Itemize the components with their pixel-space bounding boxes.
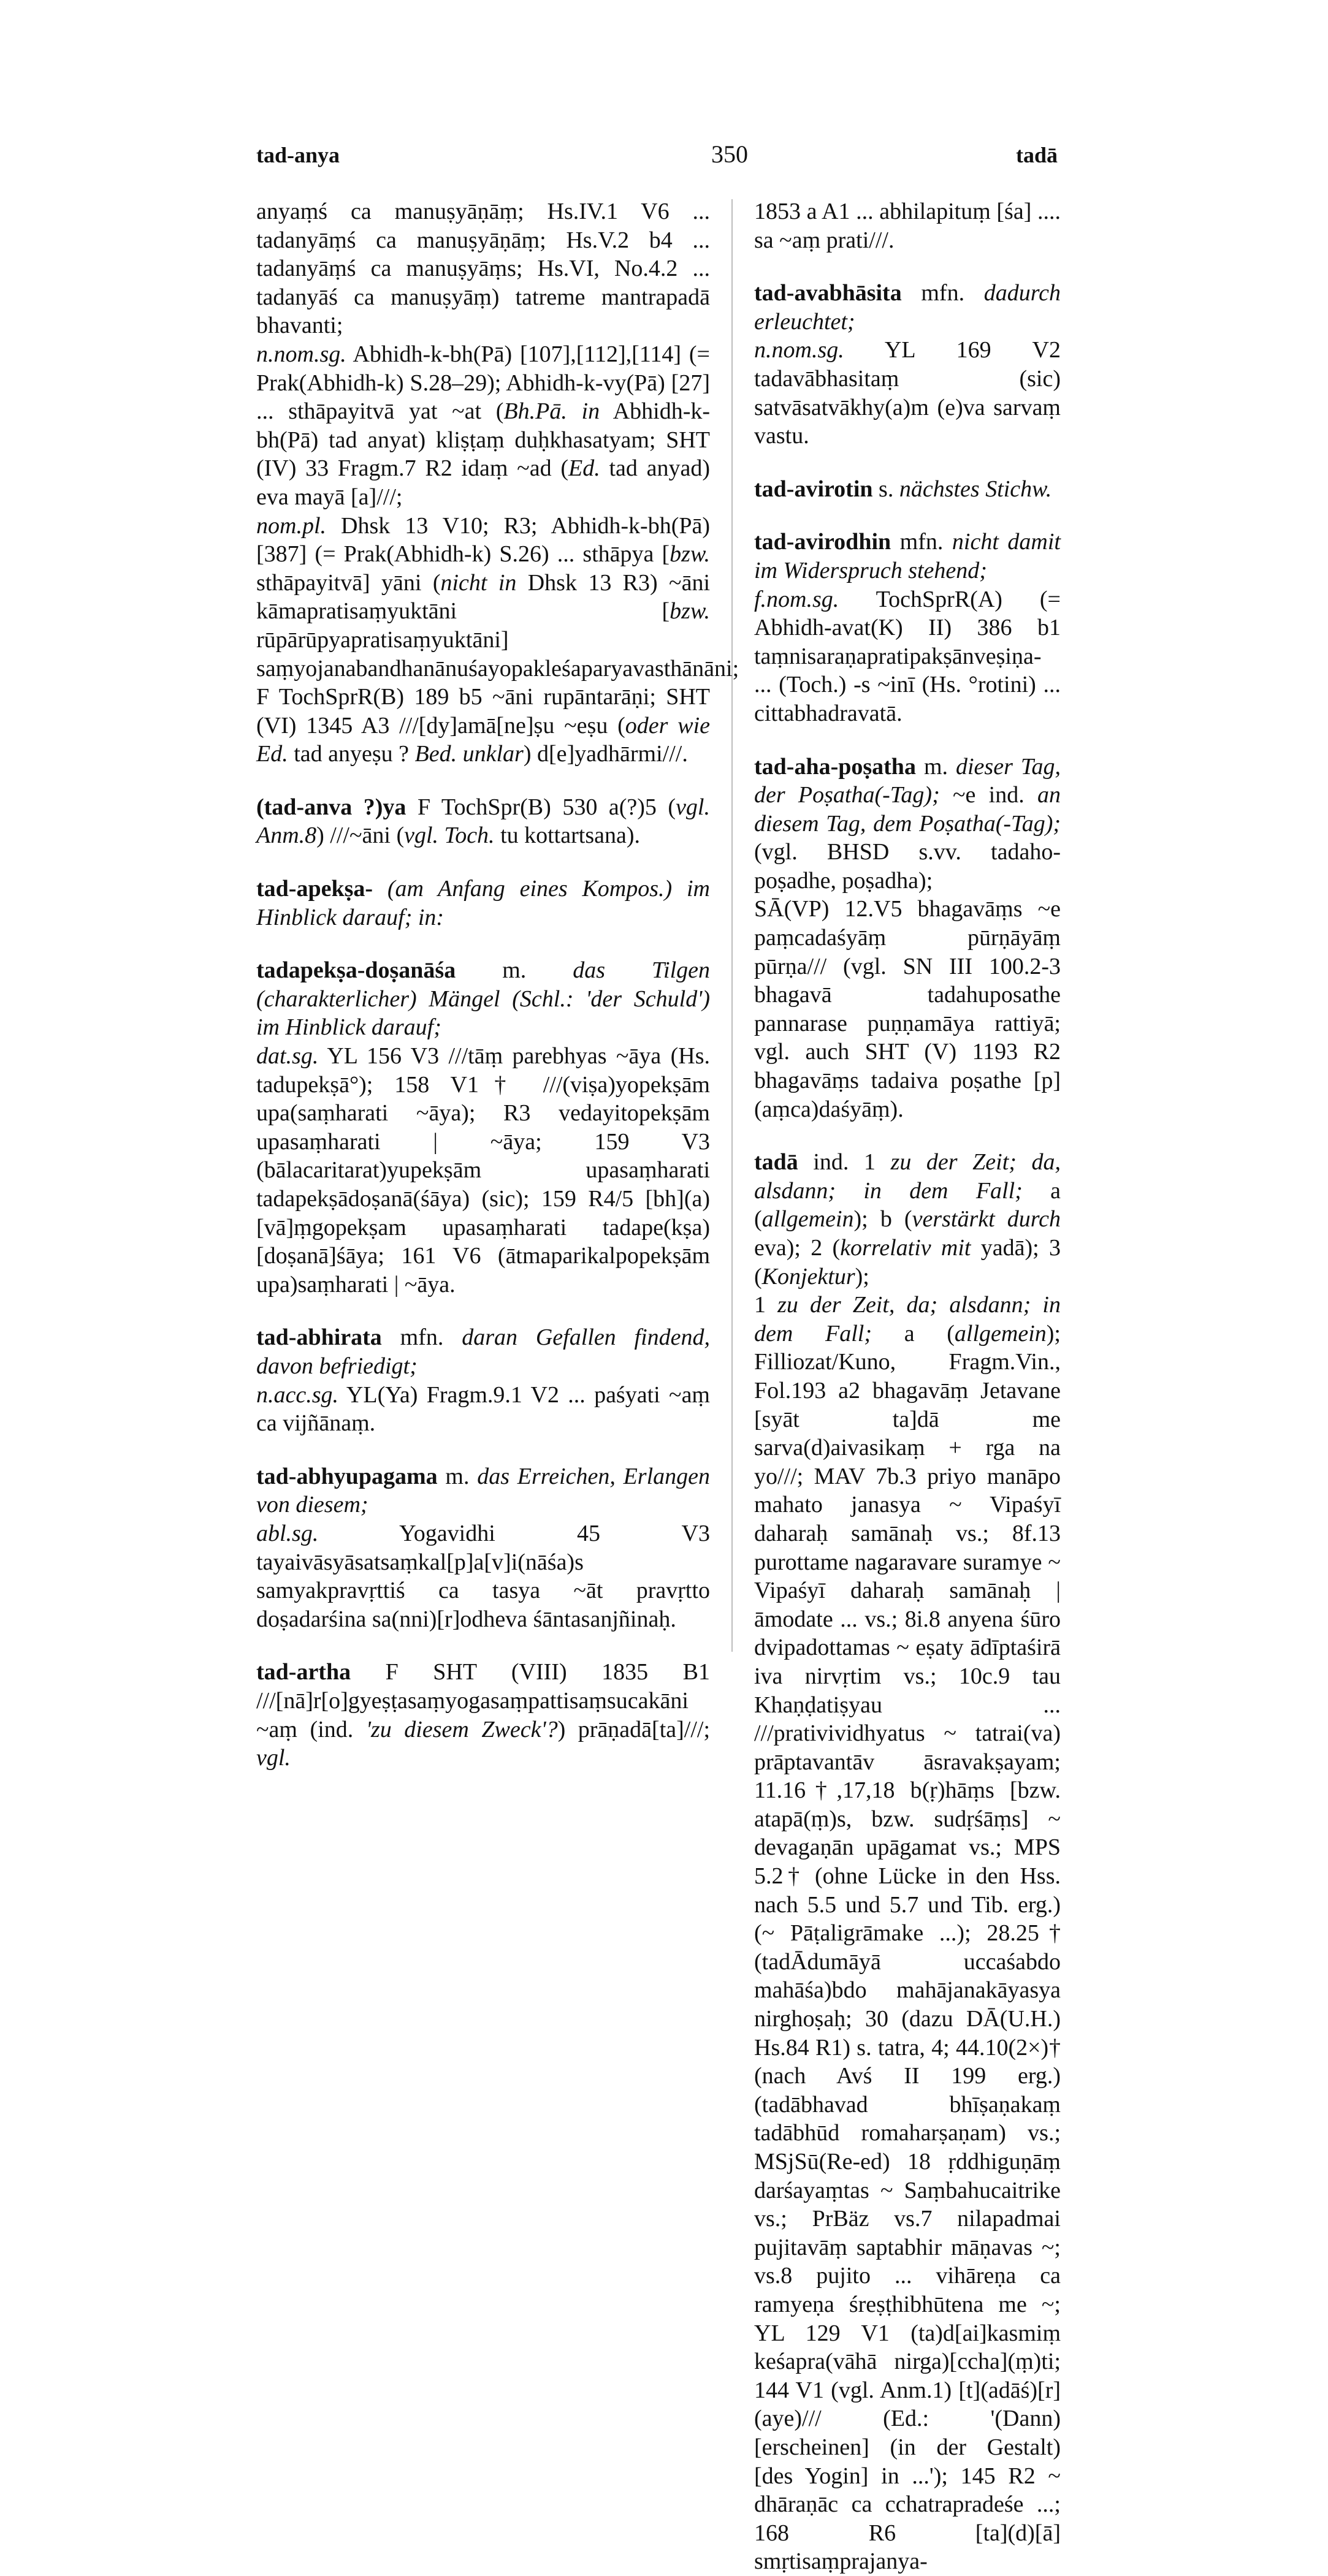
citation-text: Yogavidhi 45 V3 tayaivāsyāsatsaṃkal[p]a[v]i(nāśa)s samyakpravṛttiś ca tasya ~āt pravṛtto doṣadarśina sa(nni)[r]odheva śāntasanjñinaḥ.: [256, 1520, 710, 1632]
sense-dat-sg: [256, 1042, 710, 1299]
citation-text: (vgl. BHSD s.vv. tadaho-poṣadhe, poṣadha);: [754, 839, 1061, 894]
citation-text: rūpārūpyapratisaṃyuktāni] saṃyojanabandhanānuśayopakleśaparyavasthānāni;: [256, 626, 739, 682]
right-column: [754, 197, 1061, 2576]
sense-n-nom-sg: [754, 336, 1061, 450]
citation-text: YL 169 V2 tadavābhasitaṃ (sic) satvāsatvākhy(a)m (e)va sarvaṃ vastu.: [754, 337, 1061, 449]
citation-italic: allgemein: [954, 1320, 1047, 1347]
entry-tad-abhyupagama: [256, 1462, 710, 1519]
headword: tad-abhyupagama: [256, 1463, 438, 1489]
sense-nom-pl: [256, 512, 739, 683]
grammar-label: f.nom.sg.: [754, 586, 839, 612]
sense-number: 1: [754, 1292, 778, 1318]
entry-tad-abhirata: [256, 1323, 710, 1380]
running-head-left: tad-anya: [256, 143, 340, 167]
entry-tad-avirodhin: [754, 528, 1061, 585]
citation-text: ~e ind.: [939, 782, 1037, 808]
citation-text: );: [855, 1263, 869, 1290]
headword: tad-avirodhin: [754, 529, 891, 555]
entry-tad-avabhasita: [754, 279, 1061, 336]
definition: nächstes Stichw.: [899, 476, 1052, 502]
definition: zu der Zeit, da; alsdann; in dem Fall;: [754, 1292, 1061, 1347]
citation-italic: Bed. unklar: [414, 741, 524, 767]
definition: nicht damit im Widerspruch stehend;: [754, 529, 1061, 583]
headword: tadapekṣa-doṣanāśa: [256, 957, 456, 984]
grammar-label: dat.sg.: [256, 1043, 319, 1070]
citation-text: F TochSpr(B) 530 a(?)5 (: [406, 794, 676, 820]
citation-italic: allgemein: [761, 1206, 854, 1233]
citation-text: TochSprR(A) (= Abhidh-avat(K) II) 386 b1 taṃnisaraṇapratipakṣānveṣiṇa- ... (Toch.) -s ~inī (Hs. °rotini) ... cittabhadravatā.: [754, 586, 1061, 726]
gender: m.: [456, 957, 573, 984]
citation-text: YL 156 V3 ///tāṃ parebhyas ~āya (Hs. tadupekṣā°); 158 V1† ///(viṣa)yopekṣām upa(saṃharati ~āya); R3 vedayitopekṣām upasaṃharati | ~āya; 159 V3 (bālacaritarat)yupekṣām upasaṃharati tadapekṣādoṣanā(śāya) (sic); 159 R4/5 [bh](a)[vā]ṃgopekṣam upasaṃharati tadape(kṣa)[doṣanā]śāya; 161 V6 (ātmaparikalpopekṣām upa)saṃharati | ~āya.: [256, 1043, 710, 1297]
definition: das Erreichen, Erlangen von diesem;: [256, 1463, 711, 1518]
sense-fragments: [256, 683, 710, 769]
citation-text: sthāpayitvā] yāni (: [256, 569, 441, 596]
citation-text: ); b (: [853, 1206, 912, 1233]
grammar-label: n.acc.sg.: [256, 1381, 339, 1408]
page-number: 350: [711, 140, 748, 168]
gender: ind. 1: [798, 1149, 891, 1176]
definition: zu der Zeit; da, alsdann; in dem Fall;: [754, 1149, 1061, 1204]
citation-italic: 'zu diesem Zweck'?: [365, 1716, 558, 1742]
definition: dieser Tag, der Poṣatha(-Tag);: [754, 753, 1061, 808]
citation-text: ) ///~āni (: [316, 823, 405, 849]
entry-tadapeksa-dosanasa: [256, 956, 710, 1042]
headword: (tad-anva ?)ya: [256, 794, 406, 820]
continuation-paragraph: 1853 a A1 ... abhilapituṃ [śa] .... sa ~aṃ prati///.: [754, 199, 1061, 253]
citation-text: tad anyeṣu ?: [288, 741, 415, 767]
citation-text: Dhsk 13 V10; R3; Abhidh-k-bh(Pā) [387] (= Prak(Abhidh-k) S.26) ... sthāpya [: [256, 512, 710, 568]
citation-italic: vgl. Toch.: [404, 823, 495, 849]
gender: m.: [437, 1463, 478, 1489]
gender: mfn.: [901, 280, 984, 306]
citation-italic: bzw.: [670, 598, 710, 625]
headword: tad-aha-poṣatha: [754, 753, 916, 780]
entry-tad-aha-posatha: [754, 753, 1061, 895]
headword: tad-artha: [256, 1659, 351, 1685]
citation-text: F SHT (VIII) 1835 B1 ///[nā]r[o]gyeṣṭasaṃyogasaṃpattisaṃsucakāni ~aṃ (ind.: [256, 1659, 710, 1742]
citation-text: YL(Ya) Fragm.9.1 V2 ... paśyati ~aṃ ca vijñānaṃ.: [256, 1381, 710, 1437]
citation-italic: Bh.Pā. in: [503, 398, 600, 425]
cross-ref: s.: [872, 476, 899, 502]
definition: daran Gefallen findend, davon befriedigt;: [256, 1324, 710, 1379]
citation-text: Abhidh-k-bh(Pā) [107],[112],[114] (= Prak(Abhidh-k) S.28–29); Abhidh-k-vy(Pā) [27] ... sthāpayitvā yat ~at (: [256, 341, 710, 425]
citation-italic: vgl. Anm.8: [256, 794, 710, 849]
citation-italic: bzw.: [670, 541, 710, 568]
citation-text: tad anyad) eva mayā [a]///;: [256, 455, 710, 510]
headword: tad-avirotin: [754, 476, 873, 502]
column-divider: [731, 199, 733, 1652]
citation-text: Dhsk 13 R3) ~āni kāmapratisaṃyuktāni [: [256, 569, 710, 625]
citation-italic: Ed.: [568, 455, 600, 482]
gender: mfn.: [381, 1324, 462, 1351]
continuation-paragraph: anyaṃś ca manuṣyāṇāṃ; Hs.IV.1 V6 ... tadanyāṃś ca manuṣyāṇāṃ; Hs.V.2 b4 ... tadanyāṃś ca manuṣyāṃs; Hs.VI, No.4.2 ... tadanyāś ca manuṣyāṃ) tatreme mantrapadā bhavanti;: [256, 199, 710, 339]
running-head-right: tadā: [1015, 143, 1058, 167]
citation-text: F TochSprR(B) 189 b5 ~āni rupāntarāṇi; SHT (VI) 1345 A3 ///[dy]amā[ne]ṣu ~eṣu (: [256, 684, 710, 739]
sense-n-acc-sg: [256, 1381, 710, 1438]
citation-text: a (: [754, 1177, 1061, 1233]
definition: dadurch erleuchtet;: [754, 280, 1061, 335]
headword: tad-apekṣa-: [256, 876, 373, 902]
citation-text: ) prāṇadā[ta]///;: [557, 1716, 711, 1742]
citation-text: Abhidh-k-bh(Pā) tad anyat) kliṣṭaṃ duḥkhasatyam; SHT (IV) 33 Fragm.7 R2 idaṃ ~ad (: [256, 398, 711, 482]
citation-text: eva); 2 (: [754, 1235, 841, 1261]
citation-italic: nicht in: [440, 569, 517, 596]
citation-italic: verstärkt durch: [912, 1206, 1061, 1233]
grammar-label: n.nom.sg.: [754, 337, 844, 363]
headword: tadā: [754, 1149, 798, 1176]
entry-tad-avirotin: [754, 475, 1061, 504]
citation-italic: vgl.: [256, 1745, 291, 1771]
sense-sa-vp: SĀ(VP) 12.V5 bhagavāṃs ~e paṃcadaśyāṃ pūrṇāyāṃ pūrṇa/// (vgl. SN III 100.2-3 bhagavā tadahuposathe pannarase puṇṇamāya rattiyā; vgl. auch SHT (V) 1193 R2 bhagavāṃs tadaiva poṣathe [p](aṃca)daśyāṃ).: [754, 896, 1061, 1122]
entry-tad-anva: [256, 793, 710, 850]
sense-f-nom-sg: [754, 585, 1061, 728]
entry-tad-artha: [256, 1658, 710, 1772]
gender: mfn.: [891, 529, 952, 555]
grammar-label: abl.sg.: [256, 1520, 319, 1546]
citation-text: ) d[e]yadhārmi///.: [523, 741, 688, 767]
definition: das Tilgen (charakterlicher) Mängel (Schl.: 'der Schuld') im Hinblick darauf;: [256, 957, 710, 1041]
citation-text: ); Filliozat/Kuno, Fragm.Vin., Fol.193 a2 bhagavāṃ Jetavane [syāt ta]dā me sarva(d)aivasikaṃ + rga na yo///; MAV 7b.3 priyo manāpo mahato janasya ~ Vipaśyī daharaḥ samānaḥ vs.; 8f.13 purottame nagaravare suramye ~ Vipaśyī daharaḥ samānaḥ | āmodate ... vs.; 8i.8 anyena śūro dvipadottamas ~ eṣaty ādīptaśirā iva nirvṛtim vs.; 10c.9 tau Khaṇḍatiṣyau ... ///prativividhyatus ~ tatrai(va) prāptavantāv āsravakṣayam; 11.16†,17,18 b(ṛ)hāṃs [bzw. atapā(ṃ)s, bzw. sudṛśāṃs] ~ devagaṇān upāgamat vs.; MPS 5.2† (ohne Lücke in den Hss. nach 5.5 und 5.7 und Tib. erg.) (~ Pāṭaligrāmake ...); 28.25† (tadĀdumāyā uccaśabdo mahāśa)bdo mahājanakāyasya nirghoṣaḥ; 30 (dazu DĀ(U.H.) Hs.84 R1) s. tatra, 4; 44.10(2×)† (nach Avś II 199 erg.) (tadābhavad bhīṣaṇakaṃ tadābhūd romaharṣaṇam) vs.; MSjSū(Re-ed) 18 ṛddhiguṇāṃ darśayaṃtas ~ Saṃbahucaitrike vs.; PrBäz vs.7 nilapadmai pujitavāṃ saptabhir māṇavas ~; vs.8 pujito ... vihāreṇa ca ramyeṇa śreṣṭhibhūtena me ~; YL 129 V1 (ta)d[ai]kasmiṃ keśapra(vāhā nirga)[ccha](ṃ)ti; 144 V1 (vgl. Anm.1) [t](adāś)[r](aye)/// (Ed.: '(Dann) [erscheinen] (in der Gestalt) [des Yogin] in ...'); 145 R2 ~ dhāraṇāc ca cchatrapradeśe ...; 168 R6 [ta](d)[ā] smṛtisaṃprajanya-: [754, 1320, 1061, 2575]
grammar-label: nom.pl.: [256, 512, 326, 539]
left-column: [256, 197, 739, 1772]
citation-text: yadā); 3 (: [754, 1235, 1061, 1290]
entry-tada: [754, 1148, 1061, 1291]
sense-1: [754, 1291, 1061, 2576]
sense-abl-sg: [256, 1519, 710, 1633]
citation-text: a (: [872, 1320, 955, 1347]
definition: (am Anfang eines Kompos.) im Hinblick darauf; in:: [256, 876, 710, 930]
citation-text: tu kottartsana).: [494, 823, 640, 849]
headword: tad-avabhāsita: [754, 280, 902, 306]
grammar-label: n.nom.sg.: [256, 341, 346, 367]
sense-n-nom-sg: [256, 340, 710, 512]
citation-italic: oder wie Ed.: [256, 712, 710, 767]
definition: an diesem Tag, dem Poṣatha(-Tag);: [754, 782, 1061, 837]
citation-italic: korrelativ mit: [840, 1235, 971, 1261]
gender: m.: [915, 753, 956, 780]
entry-tad-apeksa: [256, 875, 710, 932]
headword: tad-abhirata: [256, 1324, 382, 1351]
citation-italic: Konjektur: [761, 1263, 855, 1290]
